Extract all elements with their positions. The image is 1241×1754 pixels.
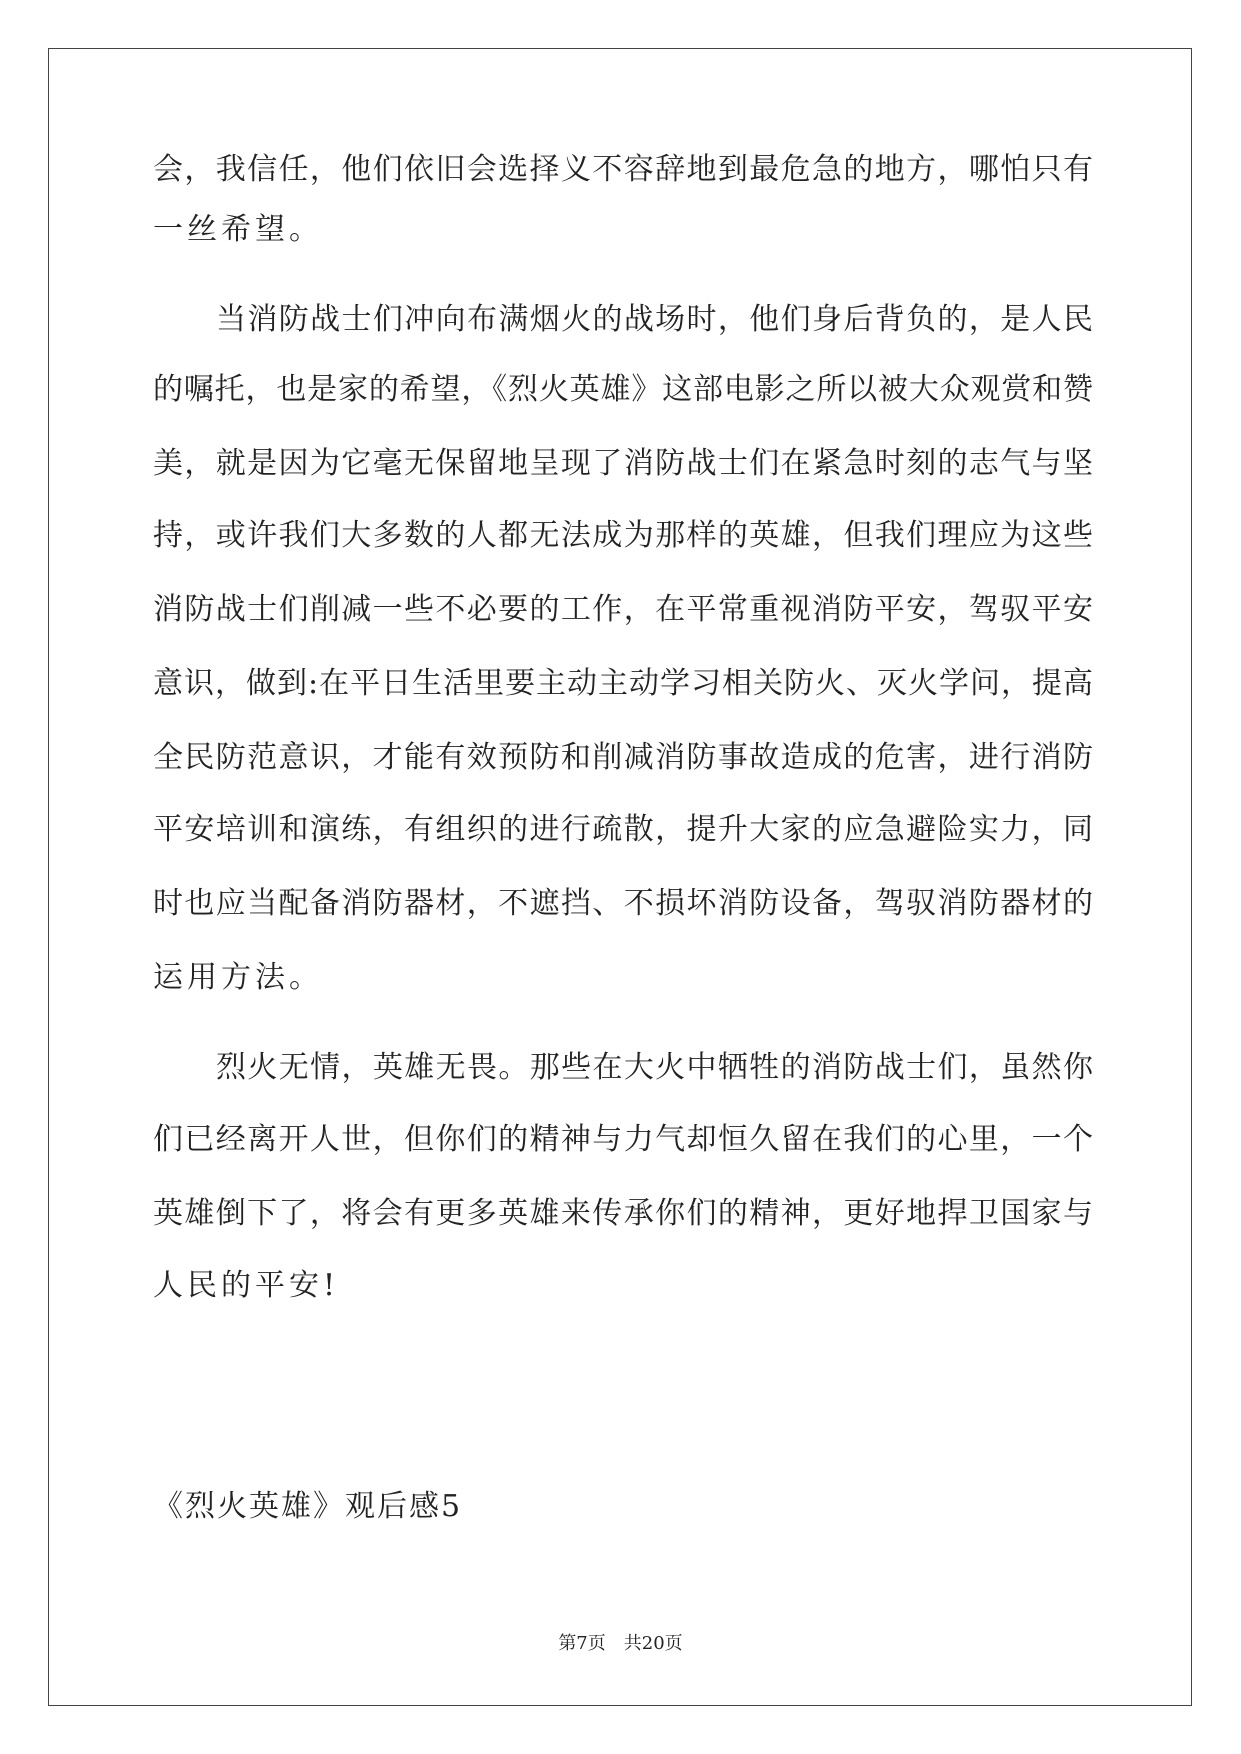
text-line: 当消防战士们冲向布满烟火的战场时，他们身后背负的，是人民 xyxy=(216,302,1093,337)
text-line: 时也应当配备消防器材，不遮挡、不损坏消防设备，驾驭消防器材的 xyxy=(153,886,1093,921)
text-line: 消防战士们削减一些不必要的工作，在平常重视消防平安，驾驭平安 xyxy=(153,592,1093,627)
text-line: 运用方法。 xyxy=(153,960,323,995)
text-line: 美，就是因为它毫无保留地呈现了消防战士们在紧急时刻的志气与坚 xyxy=(153,446,1093,481)
text-line: 意识，做到:在平日生活里要主动主动学习相关防火、灭火学问，提高 xyxy=(153,666,1093,701)
text-line: 人民的平安! xyxy=(153,1268,340,1303)
text-line: 的嘱托，也是家的希望，《烈火英雄》这部电影之所以被大众观赏和赞 xyxy=(153,372,1093,407)
text-line: 们已经离开人世，但你们的精神与力气却恒久留在我们的心里，一个 xyxy=(153,1122,1093,1157)
section-title: 《烈火英雄》观后感5 xyxy=(153,1489,463,1524)
text-line: 会，我信任，他们依旧会选择义不容辞地到最危急的地方，哪怕只有 xyxy=(153,152,1093,187)
text-line: 烈火无情，英雄无畏。那些在大火中牺牲的消防战士们，虽然你 xyxy=(216,1050,1093,1085)
text-line: 英雄倒下了，将会有更多英雄来传承你们的精神，更好地捍卫国家与 xyxy=(153,1196,1093,1231)
text-line: 持，或许我们大多数的人都无法成为那样的英雄，但我们理应为这些 xyxy=(153,518,1093,553)
text-line: 平安培训和演练，有组织的进行疏散，提升大家的应急避险实力，同 xyxy=(153,812,1093,847)
page-number-footer: 第7页 共20页 xyxy=(558,1633,683,1654)
page-border xyxy=(48,48,1192,1706)
text-line: 全民防范意识，才能有效预防和削减消防事故造成的危害，进行消防 xyxy=(153,740,1093,775)
text-line: 一丝希望。 xyxy=(153,212,323,247)
